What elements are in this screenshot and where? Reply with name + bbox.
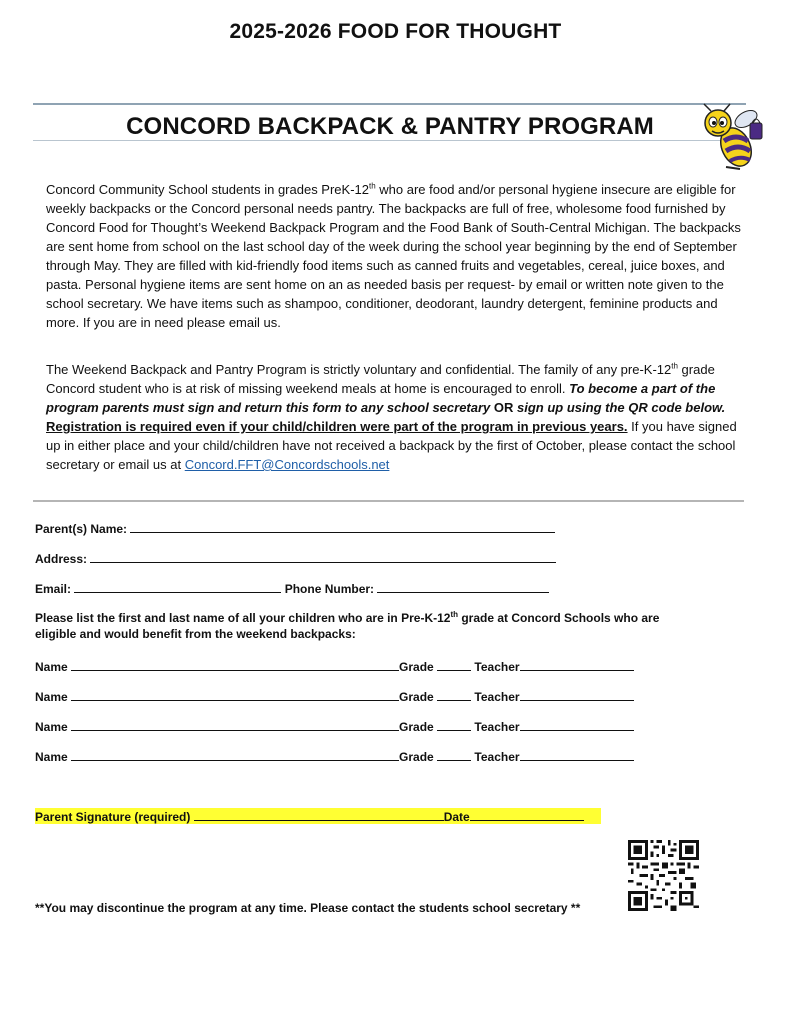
address-field[interactable] (90, 550, 556, 563)
children-prompt: Please list the first and last name of all your children who are in Pre-K-12th grade at Concord Schools who are eligible and would benefit from the weekend backpacks: (35, 610, 660, 641)
child-grade-field[interactable] (437, 748, 471, 761)
child-name-field[interactable] (71, 748, 399, 761)
signature-row: Parent Signature (required) Date (35, 808, 584, 825)
child-name-field[interactable] (71, 688, 399, 701)
phone-field[interactable] (377, 580, 549, 593)
parent-name-row: Parent(s) Name: (35, 520, 555, 537)
header-rule-lower (33, 140, 746, 141)
email-field[interactable] (74, 580, 281, 593)
child-name-field[interactable] (71, 658, 399, 671)
child-row: Name Grade Teacher (35, 748, 634, 765)
program-title: CONCORD BACKPACK & PANTRY PROGRAM (126, 113, 654, 140)
date-field[interactable] (470, 808, 584, 821)
footer-note: **You may discontinue the program at any time. Please contact the students school secretary ** (35, 901, 581, 915)
child-grade-field[interactable] (437, 688, 471, 701)
email-link[interactable]: Concord.FFT@Concordschools.net (184, 457, 390, 472)
child-teacher-field[interactable] (520, 718, 634, 731)
address-row: Address: (35, 550, 556, 567)
intro-paragraph-1: Concord Community School students in grades PreK-12th who are food and/or personal hygiene insecure are eligible for weekly backpacks or the Concord personal needs pantry. The backpacks are full of free, wholesome food furnished by Concord Food for Thought’s Weekend Backpack Program and the Food Bank of South-Central Michigan. The backpacks are sent home from school on the last school day of the week during the school year beginning by the end of September through May. They are filled with kid-friendly food items such as canned fruits and vegetables, cereal, juice boxes, and pasta. Personal hygiene items are sent home on an as needed basis per request- by email or written note given to the school secretary. We have items such as shampoo, conditioner, deodorant, laundry detergent, feminine products and more. If you are in need please email us. (46, 181, 741, 330)
child-row: Name Grade Teacher (35, 718, 634, 735)
child-teacher-field[interactable] (520, 658, 634, 671)
signature-field[interactable] (194, 808, 444, 821)
child-row: Name Grade Teacher (35, 688, 634, 705)
child-grade-field[interactable] (437, 718, 471, 731)
child-grade-field[interactable] (437, 658, 471, 671)
yellow-jacket-mascot-icon (696, 103, 768, 171)
child-row: Name Grade Teacher (35, 658, 634, 675)
child-name-field[interactable] (71, 718, 399, 731)
child-teacher-field[interactable] (520, 748, 634, 761)
qr-code-icon[interactable] (628, 840, 699, 911)
email-phone-row: Email: Phone Number: (35, 580, 549, 597)
page-title: 2025-2026 FOOD FOR THOUGHT (229, 20, 562, 43)
intro-paragraph-2: The Weekend Backpack and Pantry Program is strictly voluntary and confidential. The family of any pre-K-12th grade Concord student who is at risk of missing weekend meals at home is encouraged to enroll. To become a part of the program parents must sign and return this form to any school secretary OR sign up using the QR code below. Registration is required even if your child/children were part of the program in previous years. If you have signed up in either place and your child/children have not received a backpack by the first of October, please contact the school secretary or email us at Concord.FFT@Concordschools.net (46, 361, 737, 472)
section-divider (33, 500, 744, 502)
child-teacher-field[interactable] (520, 688, 634, 701)
header-rule (33, 103, 746, 105)
parent-name-field[interactable] (130, 520, 555, 533)
